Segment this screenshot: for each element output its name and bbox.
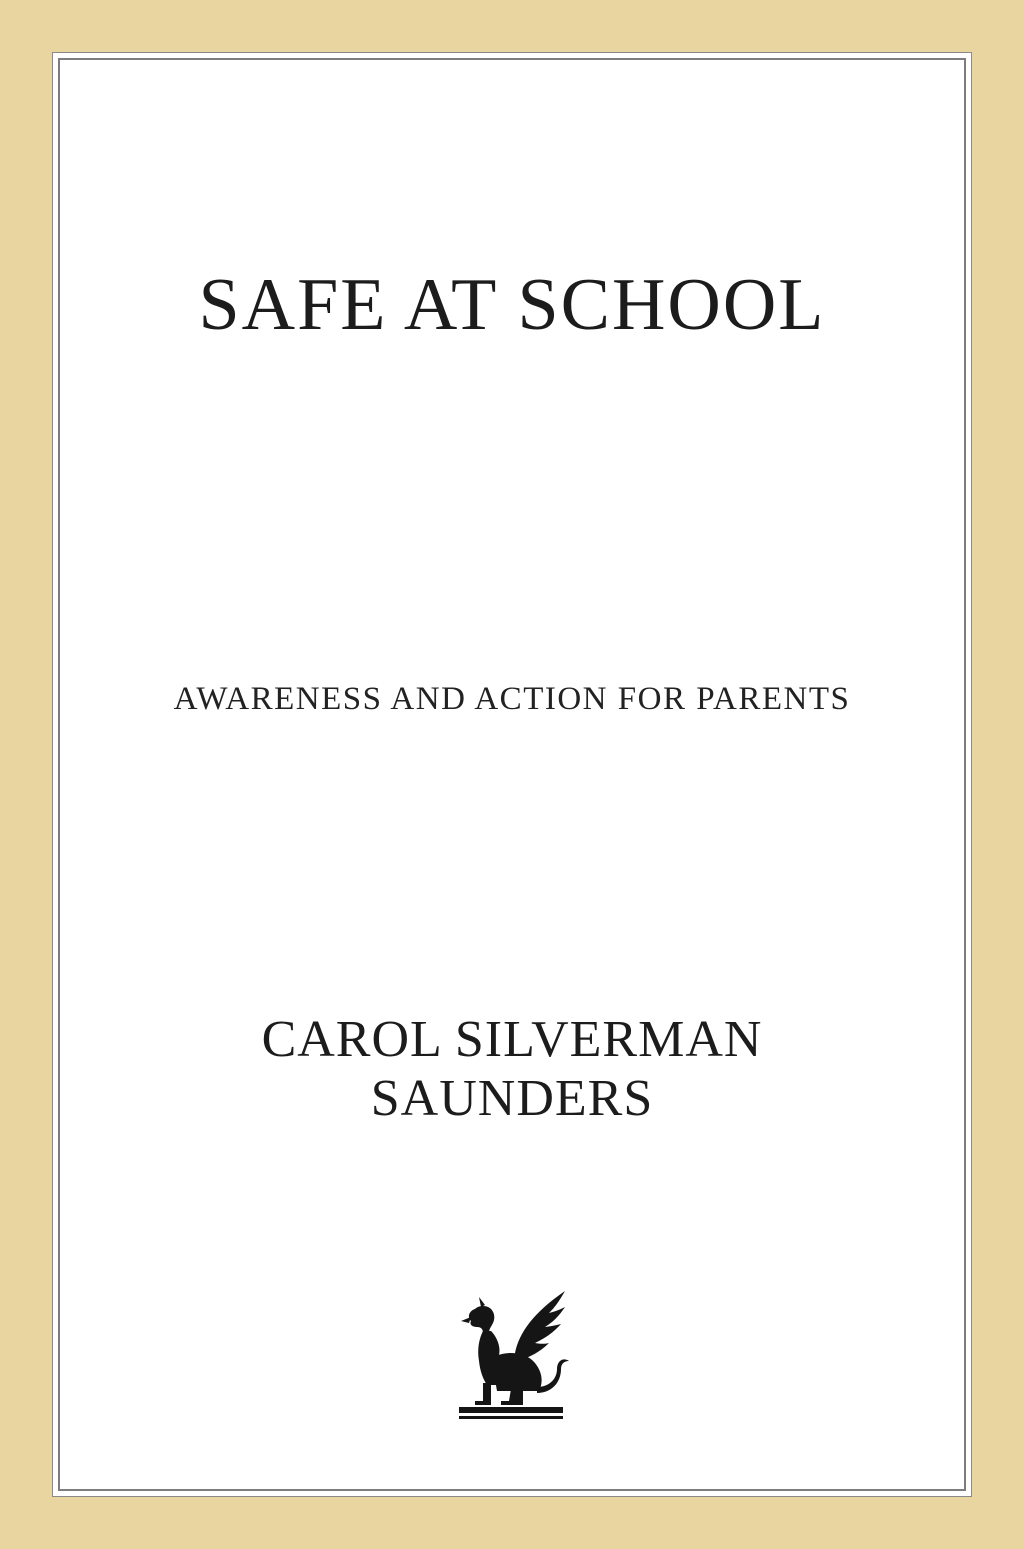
griffin-icon [453, 1283, 573, 1423]
author-name [53, 1011, 971, 1129]
author-name-line-1: CAROL SILVERMAN [261, 1011, 763, 1068]
book-subtitle: AWARENESS AND ACTION FOR PARENTS [173, 681, 851, 717]
author-name-line-2: SAUNDERS [370, 1069, 654, 1127]
book-title: SAFE AT SCHOOL [198, 264, 826, 346]
title-page [52, 52, 972, 1497]
